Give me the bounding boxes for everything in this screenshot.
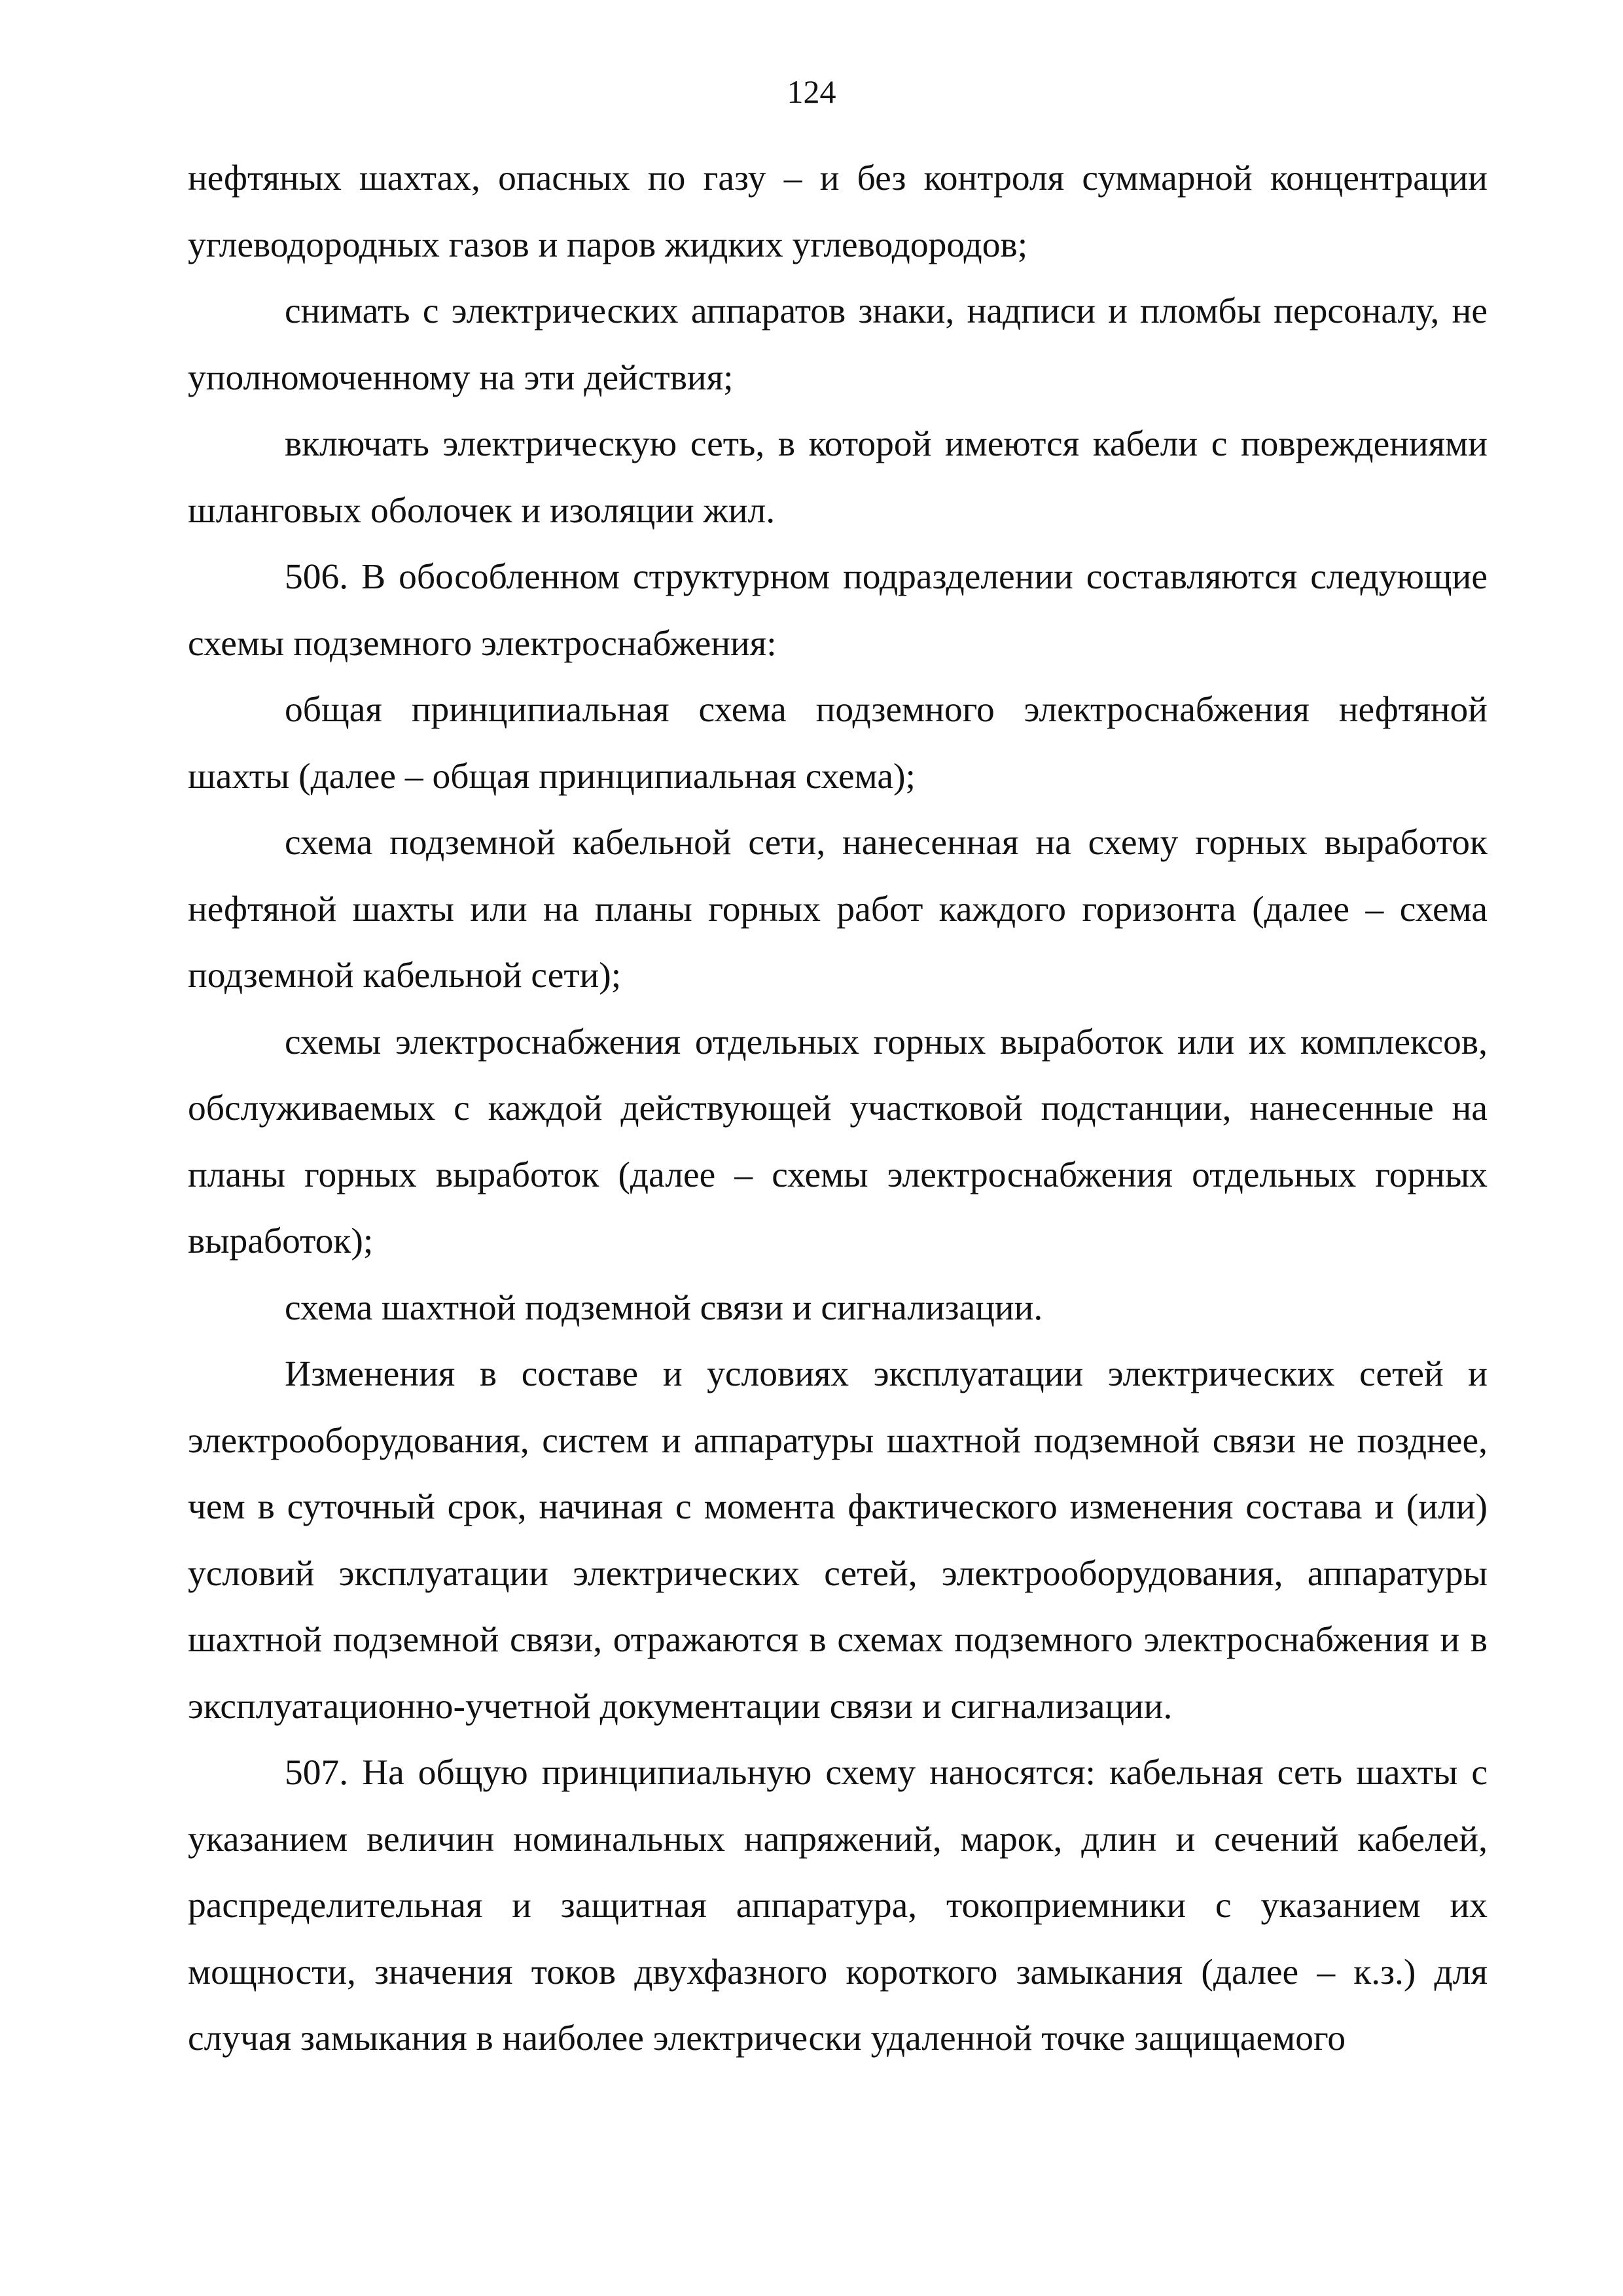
paragraph-general-scheme: общая принципиальная схема подземного электроснабжения нефтяной шахты (далее – общая принципиальная схема); <box>188 690 1488 797</box>
paragraph-damaged-cables: включать электрическую сеть, в которой имеются кабели с повреждениями шланговых оболочек и изоляции жил. <box>188 424 1488 531</box>
paragraph-continuation: нефтяных шахтах, опасных по газу – и без контроля суммарной концентрации углеводородных газов и паров жидких углеводородов; <box>188 158 1488 265</box>
paragraph-changes: Изменения в составе и условиях эксплуатации электрических сетей и электрооборудования, систем и аппаратуры шахтной подземной связи не позднее, чем в суточный срок, начиная с момента фактического изменения состава и (или) условий эксплуатации электрических сетей, электрооборудования, аппаратуры шахтной подземной связи, отражаются в схемах подземного электроснабжения и в эксплуатационно-учетной документации связи и сигнализации. <box>188 1354 1488 1727</box>
paragraph-506: 506. В обособленном структурном подразделении составляются следующие схемы подземного электроснабжения: <box>188 557 1488 664</box>
paragraph-remove-signs: снимать с электрических аппаратов знаки, надписи и пломбы персоналу, не уполномоченному на эти действия; <box>188 291 1488 398</box>
paragraph-cable-network-scheme: схема подземной кабельной сети, нанесенная на схему горных выработок нефтяной шахты или на планы горных работ каждого горизонта (далее – схема подземной кабельной сети); <box>188 823 1488 996</box>
document-body <box>188 145 1488 2072</box>
paragraph-communication-scheme: схема шахтной подземной связи и сигнализации. <box>285 1287 1043 1328</box>
paragraph-507: 507. На общую принципиальную схему наносятся: кабельная сеть шахты с указанием величин номинальных напряжений, марок, длин и сечений кабелей, распределительная и защитная аппаратура, токоприемники с указанием их мощности, значения токов двухфазного короткого замыкания (далее – к.з.) для случая замыкания в наиболее электрически удаленной точке защищаемого <box>188 1753 1488 2058</box>
page-number: 124 <box>787 73 836 110</box>
paragraph-workings-scheme: схемы электроснабжения отдельных горных выработок или их комплексов, обслуживаемых с каждой действующей участковой подстанции, нанесенные на планы горных выработок (далее – схемы электроснабжения отдельных горных выработок); <box>188 1022 1488 1261</box>
